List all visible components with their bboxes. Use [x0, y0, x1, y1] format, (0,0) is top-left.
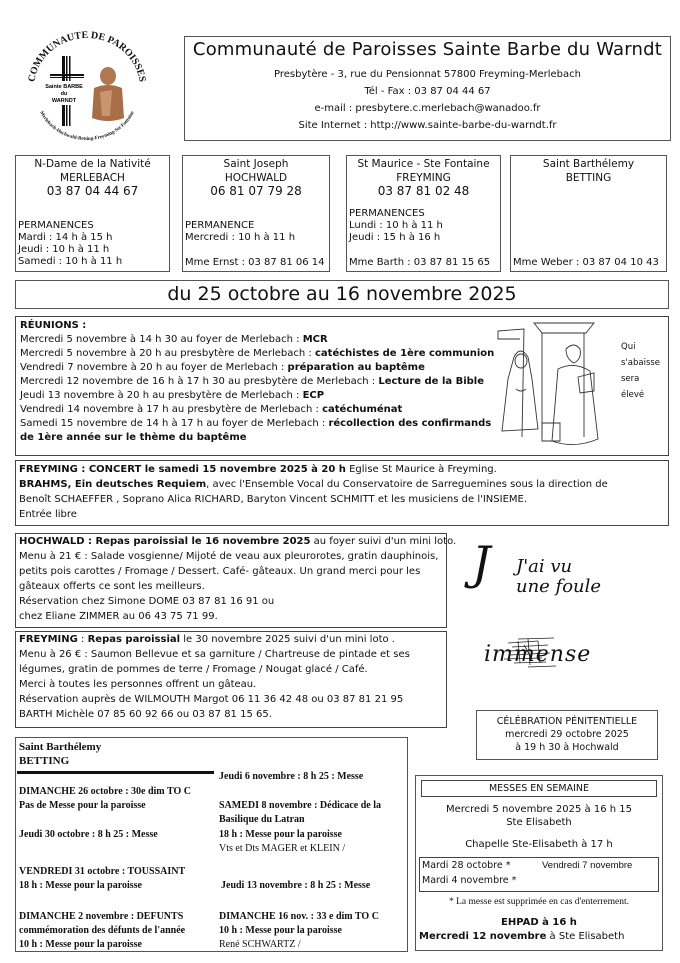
cancellation-note: * La messe est supprimée en cas d'enterrement.: [448, 897, 630, 907]
parish-name: St Maurice - Ste Fontaine: [357, 158, 490, 170]
permanence-hours: Mardi : 14 h à 15 h: [18, 232, 113, 243]
schedule-entry: 18 h : Messe pour la paroisse: [19, 880, 142, 891]
header-website[interactable]: Site Internet : http://www.sainte-barbe-du-warndt.fr: [298, 120, 557, 131]
parish-logo: [20, 26, 154, 144]
concert-work: BRAHMS, Ein deutsches Requiem: [19, 479, 207, 490]
schedule-entry: DIMANCHE 26 octobre : 30e dim TO C: [19, 786, 191, 797]
artwork-line-2: une foule: [516, 576, 602, 597]
reunions-section: [15, 316, 669, 456]
meal-line: gâteaux offerts ce sont les meilleurs.: [19, 581, 205, 592]
pharisee-publican-illustration: [494, 319, 619, 454]
reunion-subject: ECP: [302, 390, 325, 401]
permanence-hours: Samedi : 10 h à 11 h: [18, 256, 123, 267]
meal-line: Merci à toutes les personnes offrent un gâteau.: [19, 679, 257, 690]
celebration-box: [476, 710, 658, 760]
reunion-subject: catéchuménat: [322, 404, 403, 415]
schedule-entry: 10 h : Messe pour la paroisse: [219, 925, 342, 936]
svg-text:WARNDT: WARNDT: [51, 98, 77, 104]
reunion-text: Mercredi 5 novembre à 14 h 30 au foyer de Merlebach :: [20, 334, 303, 345]
parish-contact: Mme Barth : 03 87 81 15 65: [349, 257, 491, 268]
reunion-text: Mercredi 12 novembre de 16 h à 17 h 30 au presbytère de Merlebach :: [20, 376, 379, 387]
schedule-entry: commémoration des défunts de l'année: [19, 925, 186, 936]
reunion-item: [20, 404, 402, 415]
reunion-item: [20, 334, 328, 345]
meal-town: FREYMING: [19, 634, 78, 645]
permanence-hours: Jeudi : 15 h à 16 h: [349, 232, 441, 243]
permanence-title: PERMANENCES: [18, 220, 94, 231]
caption-line: élevé: [621, 390, 645, 400]
betting-mass-schedule: [15, 737, 408, 952]
betting-title: Saint Barthélemy: [19, 741, 102, 753]
celebration-date: mercredi 29 octobre 2025: [505, 729, 629, 740]
header-title: Communauté de Paroisses Sainte Barbe du Warndt: [192, 39, 663, 60]
meal-title: Repas paroissial: [87, 634, 181, 645]
parish-town: MERLEBACH: [60, 172, 125, 184]
parish-contact: Mme Weber : 03 87 04 10 43: [513, 257, 659, 268]
permanence-hours: Mercredi : 10 h à 11 h: [185, 232, 296, 243]
ehpad-date-day: Mercredi 12 novembre: [419, 931, 547, 942]
meal-line: Réservation auprès de WILMOUTH Margot 06 11 36 42 48 ou 03 87 81 21 95: [19, 694, 404, 705]
meal-heading: [19, 536, 456, 547]
reunion-text: Mercredi 5 novembre à 20 h au presbytère de Merlebach :: [20, 348, 315, 359]
caption-line: s'abaisse: [621, 358, 661, 368]
separator: :: [77, 634, 88, 645]
chapel-dates-box: [419, 857, 659, 892]
ehpad-date-place: à Ste Elisabeth: [546, 931, 625, 942]
meal-detail: au foyer suivi d'un mini loto.: [310, 536, 457, 547]
weekday-mass-place: Ste Elisabeth: [506, 817, 572, 828]
reunion-subject: MCR: [302, 334, 328, 345]
parish-contact: Mme Ernst : 03 87 81 06 14: [185, 257, 325, 268]
schedule-entry: VENDREDI 31 octobre : TOUSSAINT: [19, 866, 186, 877]
meal-line: BARTH Michèle 07 85 60 92 66 ou 03 87 81 15 65.: [19, 709, 272, 720]
parish-name: Saint Joseph: [223, 158, 289, 170]
schedule-entry: René SCHWARTZ /: [219, 939, 301, 950]
caption-line: sera: [621, 374, 640, 384]
meal-line: Réservation chez Simone DOME 03 87 81 16 91 ou: [19, 596, 275, 607]
celebration-time: à 19 h 30 à Hochwald: [515, 742, 619, 753]
reunion-subject: de 1ère année sur le thème du baptême: [20, 432, 247, 443]
concert-performers: , avec l'Ensemble Vocal du Conservatoire de Sarreguemines sous la direction de: [206, 479, 608, 490]
svg-text:Sainte BARBE: Sainte BARBE: [45, 84, 83, 90]
schedule-entry: 10 h : Messe pour la paroisse: [19, 939, 142, 950]
hochwald-meal-section: [15, 533, 457, 628]
concert-line: Benoît SCHAEFFER , Soprano Alica RICHARD, Baryton Vincent SCHMITT et les musiciens de l'INSIEME.: [19, 494, 528, 505]
header-email[interactable]: e-mail : presbytere.c.merlebach@wanadoo.fr: [314, 103, 541, 114]
reunion-subject: catéchistes de 1ère communion: [314, 348, 495, 359]
reunion-item: [20, 376, 484, 387]
reunions-title: RÉUNIONS :: [20, 320, 87, 331]
reunion-item: [20, 348, 494, 359]
parish-box-merlebach: [15, 155, 170, 272]
chapel-date: Vendredi 7 novembre: [542, 860, 633, 871]
parish-box-freyming: [346, 155, 501, 272]
reunion-subject: préparation au baptême: [287, 362, 425, 373]
ehpad-time: EHPAD à 16 h: [501, 917, 577, 928]
freyming-meal-section: [15, 631, 447, 728]
caption-line: Qui: [621, 342, 636, 352]
parish-town: FREYMING: [396, 172, 451, 184]
schedule-entry: Pas de Messe pour la paroisse: [19, 800, 146, 811]
illustration-caption: [621, 339, 660, 403]
schedule-entry: Vts et Dts MAGER et KLEIN /: [219, 843, 346, 854]
schedule-entry: Basilique du Latran: [219, 814, 305, 825]
meal-line: Menu à 26 € : Saumon Bellevue et sa garniture / Chartreuse de pintade et ses: [19, 649, 410, 660]
meal-heading: [19, 634, 395, 645]
period-banner: [15, 280, 669, 309]
concert-heading: FREYMING : CONCERT le samedi 15 novembre 2025 à 20 h: [19, 464, 346, 475]
schedule-entry: Jeudi 30 octobre : 8 h 25 : Messe: [19, 829, 158, 840]
permanence-hours: Jeudi : 10 h à 11 h: [18, 244, 110, 255]
artwork-line-3: immense: [484, 642, 592, 667]
meal-line: Menu à 21 € : Salade vosgienne/ Mijoté de veau aux pleurorotes, gratin dauphinois,: [19, 551, 439, 562]
schedule-entry: Jeudi 6 novembre : 8 h 25 : Messe: [219, 771, 364, 782]
concert-entry: Entrée libre: [19, 509, 77, 520]
reunion-subject: Lecture de la Bible: [378, 376, 485, 387]
parish-town: BETTING: [565, 172, 612, 184]
artwork-line-1: J'ai vu: [516, 556, 573, 577]
reunion-item: [20, 432, 247, 443]
permanence-title: PERMANENCES: [349, 208, 425, 219]
schedule-entry: DIMANCHE 16 nov. : 33 e dim TO C: [219, 911, 379, 922]
reunion-item: [20, 390, 324, 401]
parish-box-hochwald: [182, 155, 330, 272]
logo-seal-icon: [20, 26, 154, 144]
parish-phone: 03 87 81 02 48: [377, 184, 470, 198]
parish-phone: 06 81 07 79 28: [210, 184, 302, 198]
meal-title: HOCHWALD : Repas paroissial le 16 novembre 2025: [19, 536, 311, 547]
calligraphy-artwork: [462, 538, 672, 708]
weekday-mass-date: Mercredi 5 novembre 2025 à 16 h 15: [446, 804, 632, 815]
title-divider: [17, 771, 214, 774]
concert-line: [19, 464, 497, 475]
parish-box-betting: [510, 155, 667, 272]
meal-line: chez Eliane ZIMMER au 06 43 75 71 99.: [19, 611, 218, 622]
parish-name: N-Dame de la Nativité: [34, 158, 151, 170]
parish-phone: 03 87 04 44 67: [46, 184, 139, 198]
parish-town: HOCHWALD: [224, 172, 288, 184]
reunion-text: Vendredi 14 novembre à 17 h au presbytère de Merlebach :: [20, 404, 323, 415]
ehpad-date: [419, 931, 662, 942]
schedule-entry: SAMEDI 8 novembre : Dédicace de la: [219, 800, 382, 811]
permanence-hours: Lundi : 10 h à 11 h: [349, 220, 443, 231]
svg-text:du: du: [60, 91, 68, 97]
header-phone: Tél - Fax : 03 87 04 44 67: [364, 86, 491, 97]
svg-text:COMMUNAUTE DE PAROISSES: COMMUNAUTE DE PAROISSES: [26, 29, 148, 83]
header-box: [184, 36, 671, 141]
celebration-title: CÉLÉBRATION PÉNITENTIELLE: [496, 716, 638, 727]
svg-text:Merlebach-Hochwald-Betting-Fre: Merlebach-Hochwald-Betting-Freyming-Ste Fontaine: [38, 110, 136, 143]
chapel-time: Chapelle Ste-Elisabeth à 17 h: [465, 839, 613, 850]
meal-detail: le 30 novembre 2025 suivi d'un mini loto .: [180, 634, 395, 645]
concert-section: [15, 460, 669, 526]
schedule-entry: Jeudi 13 novembre : 8 h 25 : Messe: [221, 880, 371, 891]
concert-venue: Eglise St Maurice à Freyming.: [345, 464, 497, 475]
period-title: du 25 octobre au 16 novembre 2025: [167, 283, 517, 305]
reunion-subject: récollection des confirmands: [328, 418, 492, 429]
concert-line: [19, 479, 608, 490]
parish-name: Saint Barthélemy: [542, 158, 635, 170]
betting-town: BETTING: [19, 755, 70, 767]
permanence-title: PERMANENCE: [185, 220, 255, 231]
artwork-letter: J: [472, 536, 491, 590]
meal-line: légumes, gratin de pommes de terre / Fromage / Nougat glacé / Café.: [19, 664, 368, 675]
weekday-masses-box: [415, 775, 663, 951]
chapel-date: Mardi 4 novembre *: [422, 875, 517, 886]
reunion-text: Vendredi 7 novembre à 20 h au foyer de Merlebach :: [20, 362, 288, 373]
chapel-date: Mardi 28 octobre *: [422, 860, 511, 871]
reunion-text: Samedi 15 novembre de 14 h à 17 h au foyer de Merlebach :: [20, 418, 329, 429]
reunion-item: [20, 362, 425, 373]
schedule-entry: 18 h : Messe pour la paroisse: [219, 829, 342, 840]
reunion-text: Jeudi 13 novembre à 20 h au presbytère de Merlebach :: [20, 390, 303, 401]
schedule-entry: DIMANCHE 2 novembre : DEFUNTS: [19, 911, 184, 922]
meal-line: petits pois carottes / Fromage / Dessert. Café- gâteaux. Un grand merci pour les: [19, 566, 421, 577]
weekday-masses-title: MESSES EN SEMAINE: [421, 780, 657, 797]
reunion-item: [20, 418, 491, 429]
header-address: Presbytère - 3, rue du Pensionnat 57800 Freyming-Merlebach: [274, 69, 581, 80]
